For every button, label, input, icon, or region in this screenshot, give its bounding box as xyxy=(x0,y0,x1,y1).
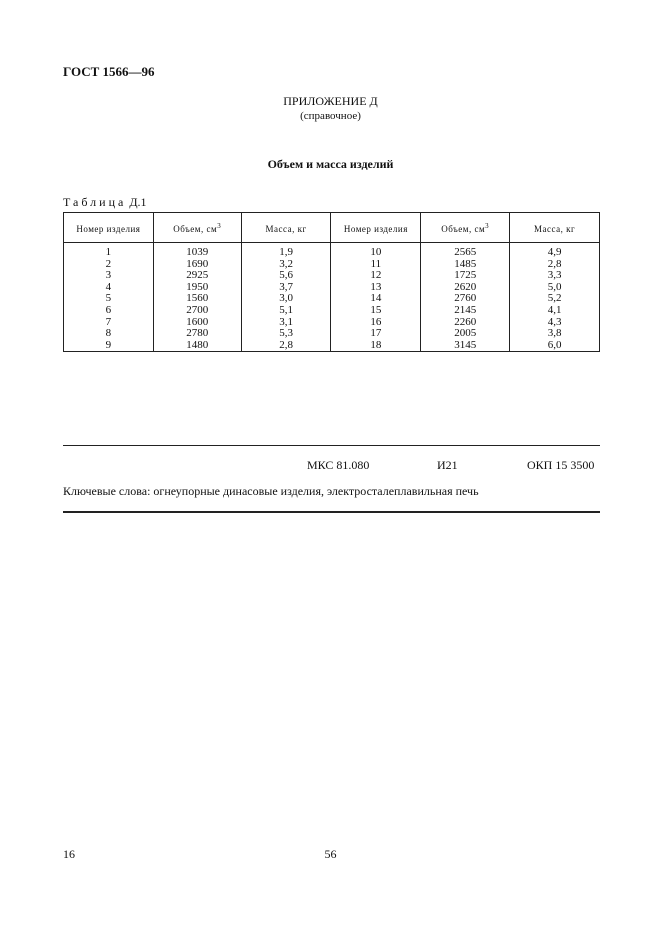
table-header-row xyxy=(64,213,600,243)
table-cell: 6,0 xyxy=(510,340,600,352)
col-header-volume-2: Объем, $см^3$ xyxy=(421,213,510,243)
col-header-item-number-2: Номер изделия xyxy=(331,213,421,243)
table-cell: 1 xyxy=(64,243,154,259)
table-cell: 14 xyxy=(331,293,421,305)
table-cell: 8 xyxy=(64,328,154,340)
i-code: И21 xyxy=(437,458,458,472)
divider-bottom xyxy=(63,511,600,513)
table-cell: 1485 xyxy=(421,259,510,271)
table-cell: 5,6 xyxy=(241,270,331,282)
table-cell: 15 xyxy=(331,305,421,317)
table-cell: 1480 xyxy=(153,340,241,352)
table-cell: 2005 xyxy=(421,328,510,340)
table-row xyxy=(64,328,600,340)
table-cell: 2620 xyxy=(421,282,510,294)
table-cell: 1560 xyxy=(153,293,241,305)
document-code: ГОСТ 1566—96 xyxy=(63,64,155,79)
okp-code: ОКП 15 3500 xyxy=(527,458,595,472)
table-cell: 3,0 xyxy=(241,293,331,305)
table-cell: 17 xyxy=(331,328,421,340)
table-cell: 10 xyxy=(331,243,421,259)
table-cell: 2700 xyxy=(153,305,241,317)
table-cell: 3145 xyxy=(421,340,510,352)
col-header-volume: Объем, $см^3$ xyxy=(153,213,241,243)
table-row xyxy=(64,270,600,282)
divider-top xyxy=(63,445,600,446)
table-cell: 5,0 xyxy=(510,282,600,294)
table-cell: 4,3 xyxy=(510,317,600,329)
table-cell: 2145 xyxy=(421,305,510,317)
table-cell: 1725 xyxy=(421,270,510,282)
table-cell: 5,2 xyxy=(510,293,600,305)
appendix-title: ПРИЛОЖЕНИЕ Д xyxy=(283,94,378,108)
table-cell: 12 xyxy=(331,270,421,282)
page-number-center: 56 xyxy=(324,847,337,861)
table-cell: 1950 xyxy=(153,282,241,294)
table-cell: 3,7 xyxy=(241,282,331,294)
table-cell: 3,1 xyxy=(241,317,331,329)
table-label xyxy=(63,195,147,210)
table-label-number: Д.1 xyxy=(129,195,147,209)
table-cell: 5,1 xyxy=(241,305,331,317)
table-label-word: Таблица xyxy=(63,195,127,209)
table-cell: 5 xyxy=(64,293,154,305)
table-cell: 3,8 xyxy=(510,328,600,340)
table-cell: 9 xyxy=(64,340,154,352)
appendix-subtitle: (справочное) xyxy=(300,110,361,122)
col-header-mass: Масса, кг xyxy=(241,213,331,243)
table-cell: 2 xyxy=(64,259,154,271)
table-cell: 1600 xyxy=(153,317,241,329)
table-cell: 3 xyxy=(64,270,154,282)
table-cell: 13 xyxy=(331,282,421,294)
table-cell: 18 xyxy=(331,340,421,352)
table-cell: 3,2 xyxy=(241,259,331,271)
table-row xyxy=(64,259,600,271)
section-title: Объем и масса изделий xyxy=(267,157,394,171)
table-cell: 6 xyxy=(64,305,154,317)
table-row xyxy=(64,305,600,317)
table-cell: 2760 xyxy=(421,293,510,305)
table-row xyxy=(64,243,600,259)
table-row xyxy=(64,317,600,329)
table-cell: 2925 xyxy=(153,270,241,282)
table-cell: 4,9 xyxy=(510,243,600,259)
keywords-line: Ключевые слова: огнеупорные динасовые изделия, электросталеплавильная печь xyxy=(63,484,479,498)
appendix-heading xyxy=(0,94,661,122)
table-cell: 7 xyxy=(64,317,154,329)
volume-mass-table xyxy=(63,212,600,352)
table-cell: 2565 xyxy=(421,243,510,259)
table-cell: 11 xyxy=(331,259,421,271)
table-row xyxy=(64,293,600,305)
table-cell: 3,3 xyxy=(510,270,600,282)
col-header-item-number: Номер изделия xyxy=(64,213,154,243)
table-cell: 16 xyxy=(331,317,421,329)
table-cell: 1,9 xyxy=(241,243,331,259)
table-cell: 4 xyxy=(64,282,154,294)
table-cell: 1690 xyxy=(153,259,241,271)
table-cell: 4,1 xyxy=(510,305,600,317)
col-header-mass-2: Масса, кг xyxy=(510,213,600,243)
table-cell: 2780 xyxy=(153,328,241,340)
table-cell: 2,8 xyxy=(510,259,600,271)
page-number-left: 16 xyxy=(63,847,75,861)
table-row xyxy=(64,340,600,352)
table-cell: 5,3 xyxy=(241,328,331,340)
table-cell: 2260 xyxy=(421,317,510,329)
table-cell: 2,8 xyxy=(241,340,331,352)
table-cell: 1039 xyxy=(153,243,241,259)
table-row xyxy=(64,282,600,294)
mks-code: МКС 81.080 xyxy=(307,458,370,472)
